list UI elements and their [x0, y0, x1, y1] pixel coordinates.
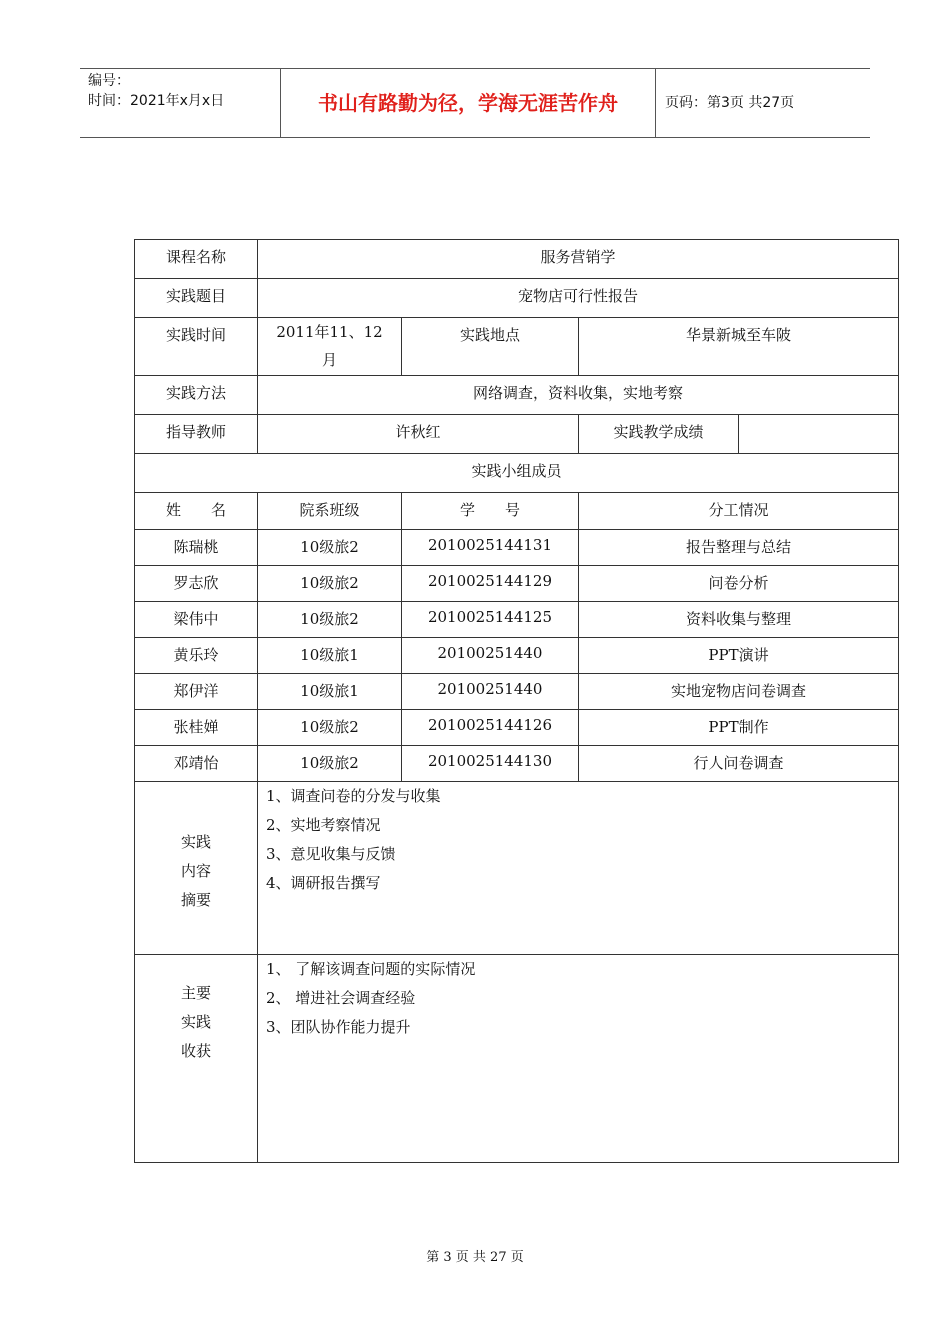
summary-label-line: 摘要: [180, 890, 211, 909]
list-item: 3、意见收集与反馈: [266, 845, 396, 863]
member-id: 20100251440: [402, 674, 579, 710]
member-role: 实地宠物店问卷调查: [579, 674, 899, 710]
member-class: 10级旅2: [258, 602, 402, 638]
gain-label-line: 主要: [180, 984, 211, 1002]
table-row: [135, 674, 899, 710]
member-name: 梁伟中: [135, 602, 258, 638]
summary-label-line: 实践: [180, 832, 211, 851]
table-row: [135, 710, 899, 746]
list-item: 1、调查问卷的分发与收集: [266, 787, 441, 805]
method-label: 实践方法: [135, 376, 258, 415]
member-class: 10级旅2: [258, 530, 402, 566]
gain-content: [258, 955, 899, 1163]
col-header-class: 院系班级: [258, 493, 402, 530]
member-role: 报告整理与总结: [579, 530, 899, 566]
member-id: 2010025144125: [402, 602, 579, 638]
member-name: 罗志欣: [135, 566, 258, 602]
col-header-role: 分工情况: [579, 493, 899, 530]
list-item: 4、调研报告撰写: [266, 874, 381, 892]
summary-label-line: 内容: [180, 861, 211, 880]
time-value: 2011年11、12月: [258, 318, 402, 376]
list-item: 3、团队协作能力提升: [266, 1018, 411, 1036]
table-row: [135, 602, 899, 638]
table-row: [135, 530, 899, 566]
member-id: 2010025144126: [402, 710, 579, 746]
member-class: 10级旅2: [258, 746, 402, 782]
grade-label: 实践教学成绩: [579, 415, 739, 454]
member-id: 2010025144131: [402, 530, 579, 566]
course-label: 课程名称: [135, 240, 258, 279]
method-value: 网络调查，资料收集，实地考察: [258, 376, 899, 415]
col-header-name: 姓 名: [135, 493, 258, 530]
member-id: 2010025144130: [402, 746, 579, 782]
member-class: 10级旅1: [258, 674, 402, 710]
col-header-id: 学 号: [402, 493, 579, 530]
member-name: 陈瑞桃: [135, 530, 258, 566]
member-class: 10级旅2: [258, 566, 402, 602]
place-value: 华景新城至车陂: [579, 318, 899, 376]
list-item: 1、 了解该调查问题的实际情况: [266, 960, 476, 978]
teacher-value: 许秋红: [258, 415, 579, 454]
practice-report-table: [134, 239, 899, 1163]
summary-label: [135, 782, 258, 955]
member-role: PPT演讲: [579, 638, 899, 674]
time-label: 实践时间: [135, 318, 258, 376]
member-role: 资料收集与整理: [579, 602, 899, 638]
gain-label: [135, 955, 258, 1163]
topic-label: 实践题目: [135, 279, 258, 318]
member-name: 郑伊洋: [135, 674, 258, 710]
member-name: 邓靖怡: [135, 746, 258, 782]
list-item: 2、实地考察情况: [266, 816, 381, 834]
header-meta: [80, 69, 280, 137]
header-motto: 书山有路勤为径，学海无涯苦作舟: [280, 69, 656, 137]
doc-number-label: 编号：: [88, 73, 130, 89]
member-role: PPT制作: [579, 710, 899, 746]
member-role: 问卷分析: [579, 566, 899, 602]
member-class: 10级旅2: [258, 710, 402, 746]
place-label: 实践地点: [402, 318, 579, 376]
table-row: [135, 638, 899, 674]
doc-time-label: 时间：2021年x月x日: [88, 93, 225, 109]
gain-label-line: 收获: [180, 1042, 211, 1060]
table-row: [135, 566, 899, 602]
topic-value: 宠物店可行性报告: [258, 279, 899, 318]
gain-label-line: 实践: [180, 1013, 211, 1031]
grade-value: [739, 415, 899, 454]
page-footer: 第 3 页 共 27 页: [426, 1250, 524, 1265]
member-role: 行人问卷调查: [579, 746, 899, 782]
member-id: 2010025144129: [402, 566, 579, 602]
summary-content: [258, 782, 899, 955]
member-name: 张桂婵: [135, 710, 258, 746]
members-title: 实践小组成员: [135, 454, 899, 493]
member-id: 20100251440: [402, 638, 579, 674]
header-page-info: 页码：第3页 共27页: [665, 95, 795, 111]
page-header: [80, 68, 870, 138]
member-name: 黄乐玲: [135, 638, 258, 674]
course-value: 服务营销学: [258, 240, 899, 279]
member-class: 10级旅1: [258, 638, 402, 674]
list-item: 2、 增进社会调查经验: [266, 989, 416, 1007]
table-row: [135, 746, 899, 782]
teacher-label: 指导教师: [135, 415, 258, 454]
